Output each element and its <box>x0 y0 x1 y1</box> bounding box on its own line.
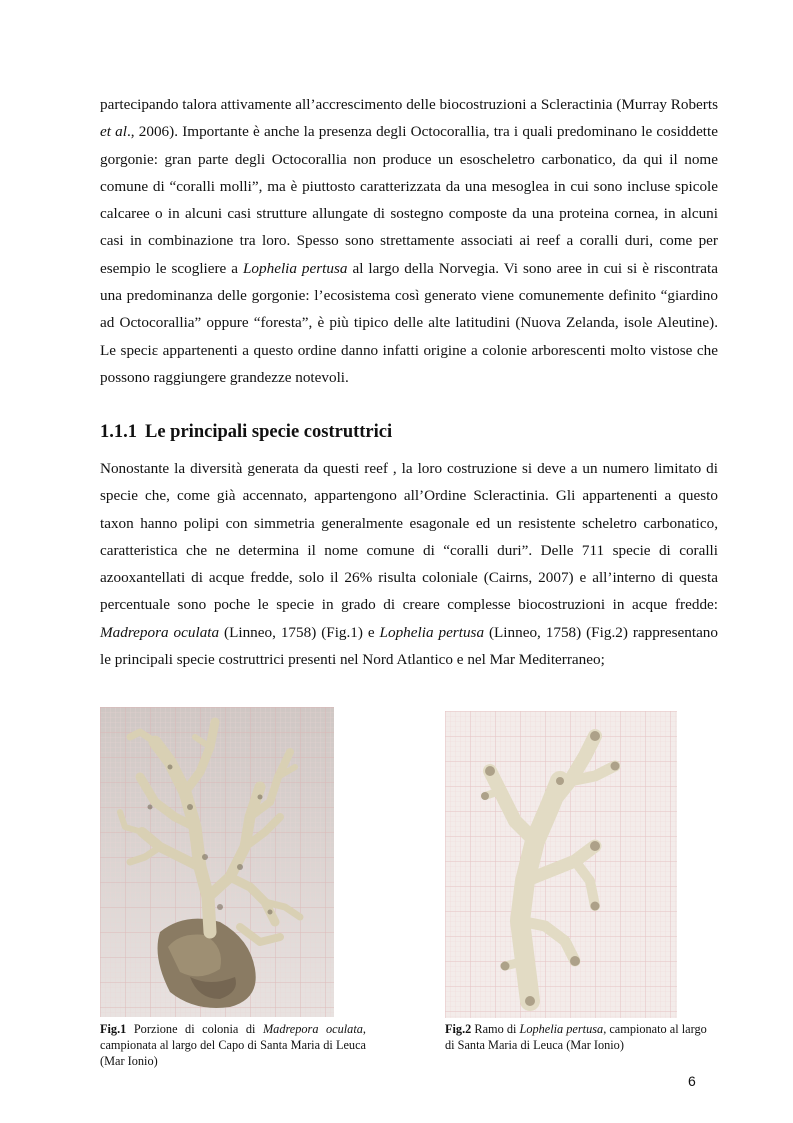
text-run: Porzione di colonia di <box>126 1022 263 1036</box>
text-run: appartenenti a questo ordine danno infatti origine a colonie arborescenti molto vistose che possono raggiungere grandezze notevoli. <box>100 341 718 386</box>
italic-run: Madrepora oculata <box>100 623 220 641</box>
figure-1-caption <box>100 1021 366 1070</box>
text-run: , campionata al largo del Capo di Santa Maria di Leuca (Mar Ionio) <box>100 1022 366 1069</box>
figure-2-caption-text <box>445 1022 707 1052</box>
text-run: ɛ <box>151 341 159 359</box>
italic-run: Lophelia pertusa <box>519 1022 604 1036</box>
italic-run: Lophelia pertusa <box>242 259 348 277</box>
section-number: 1.1.1 <box>100 422 137 442</box>
section-heading <box>100 422 392 443</box>
text-run: (Linneo, 1758) (Fig.1) e <box>219 623 380 641</box>
italic-run: Lophelia pertusa <box>379 623 485 641</box>
text-run: ., 2006). Importante è anche la presenza degli Octocorallia, tra i quali predominano le cosiddette gorgonie: gran parte degli Octocorallia non produce un esoscheletro carbonatico, da qui il nome comune di “coralli molli”, ma è piuttosto caratterizzata da una mesoglea in cui sono incluse spicole calcaree o in alcuni casi strutture allungate di sostegno composte da una proteina cornea, in alcuni casi in combinazione tra loro. Spesso sono strettamente associati ai reef a coralli duri, come per esempio le scogliere a <box>100 123 718 277</box>
text-run: Nonostante la diversità generata da questi reef , la loro costruzione si deve a un numero limitato di specie che, come già accennato, appartengono all’Ordine Scleractinia. Gli appartenenti a questo taxon hanno polipi con simmetria generalmente esagonale ed un resistente scheletro carbonatico, caratteristica che ne determina il nome comune di “coralli duri”. Delle 711 specie di coralli azooxantellati di acque fredde, solo il 26% risulta coloniale (Cairns, 2007) e all’interno di questa percentuale sono poche le specie in grado di creare complesse biocostruzioni in acque fredde: <box>100 460 718 614</box>
body-paragraph-octocorallia <box>100 91 718 391</box>
figure-1-coral-photo <box>100 707 334 1017</box>
figure-2-label: Fig.2 <box>445 1022 472 1036</box>
figure-2-caption <box>445 1021 707 1053</box>
text-run: al largo della Norvegia. Vi sono aree in cui si è riscontrata una predominanza delle gorgonie: l’ecosistema così generato viene comunemente definito “giardino ad Octocorallia” oppure “foresta”, è più tipico delle alte latitudini (Nuova Zelanda, isole Aleutine). Le speci <box>100 259 718 359</box>
page-number: 6 <box>688 1073 696 1089</box>
figure-1-label: Fig.1 <box>100 1022 127 1036</box>
text-run: (Linneo, 1758) (Fig.2) rappresentano le principali specie costruttrici presenti nel Nord Atlantico e nel Mar Mediterraneo; <box>100 623 718 669</box>
body-paragraph-species <box>100 455 718 673</box>
text-run: Ramo di <box>471 1022 520 1036</box>
italic-run: et al <box>100 123 127 141</box>
figure-1-caption-text <box>100 1022 366 1068</box>
text-run: partecipando talora attivamente all’accrescimento delle biocostruzioni a Scleractinia (Murray Roberts <box>100 96 718 113</box>
figure-2-coral-photo <box>445 711 677 1018</box>
italic-run: Madrepora oculata <box>262 1022 363 1036</box>
text-run: , campionato al largo di Santa Maria di Leuca (Mar Ionio) <box>445 1022 707 1053</box>
section-title: Le principali specie costruttrici <box>145 422 393 442</box>
